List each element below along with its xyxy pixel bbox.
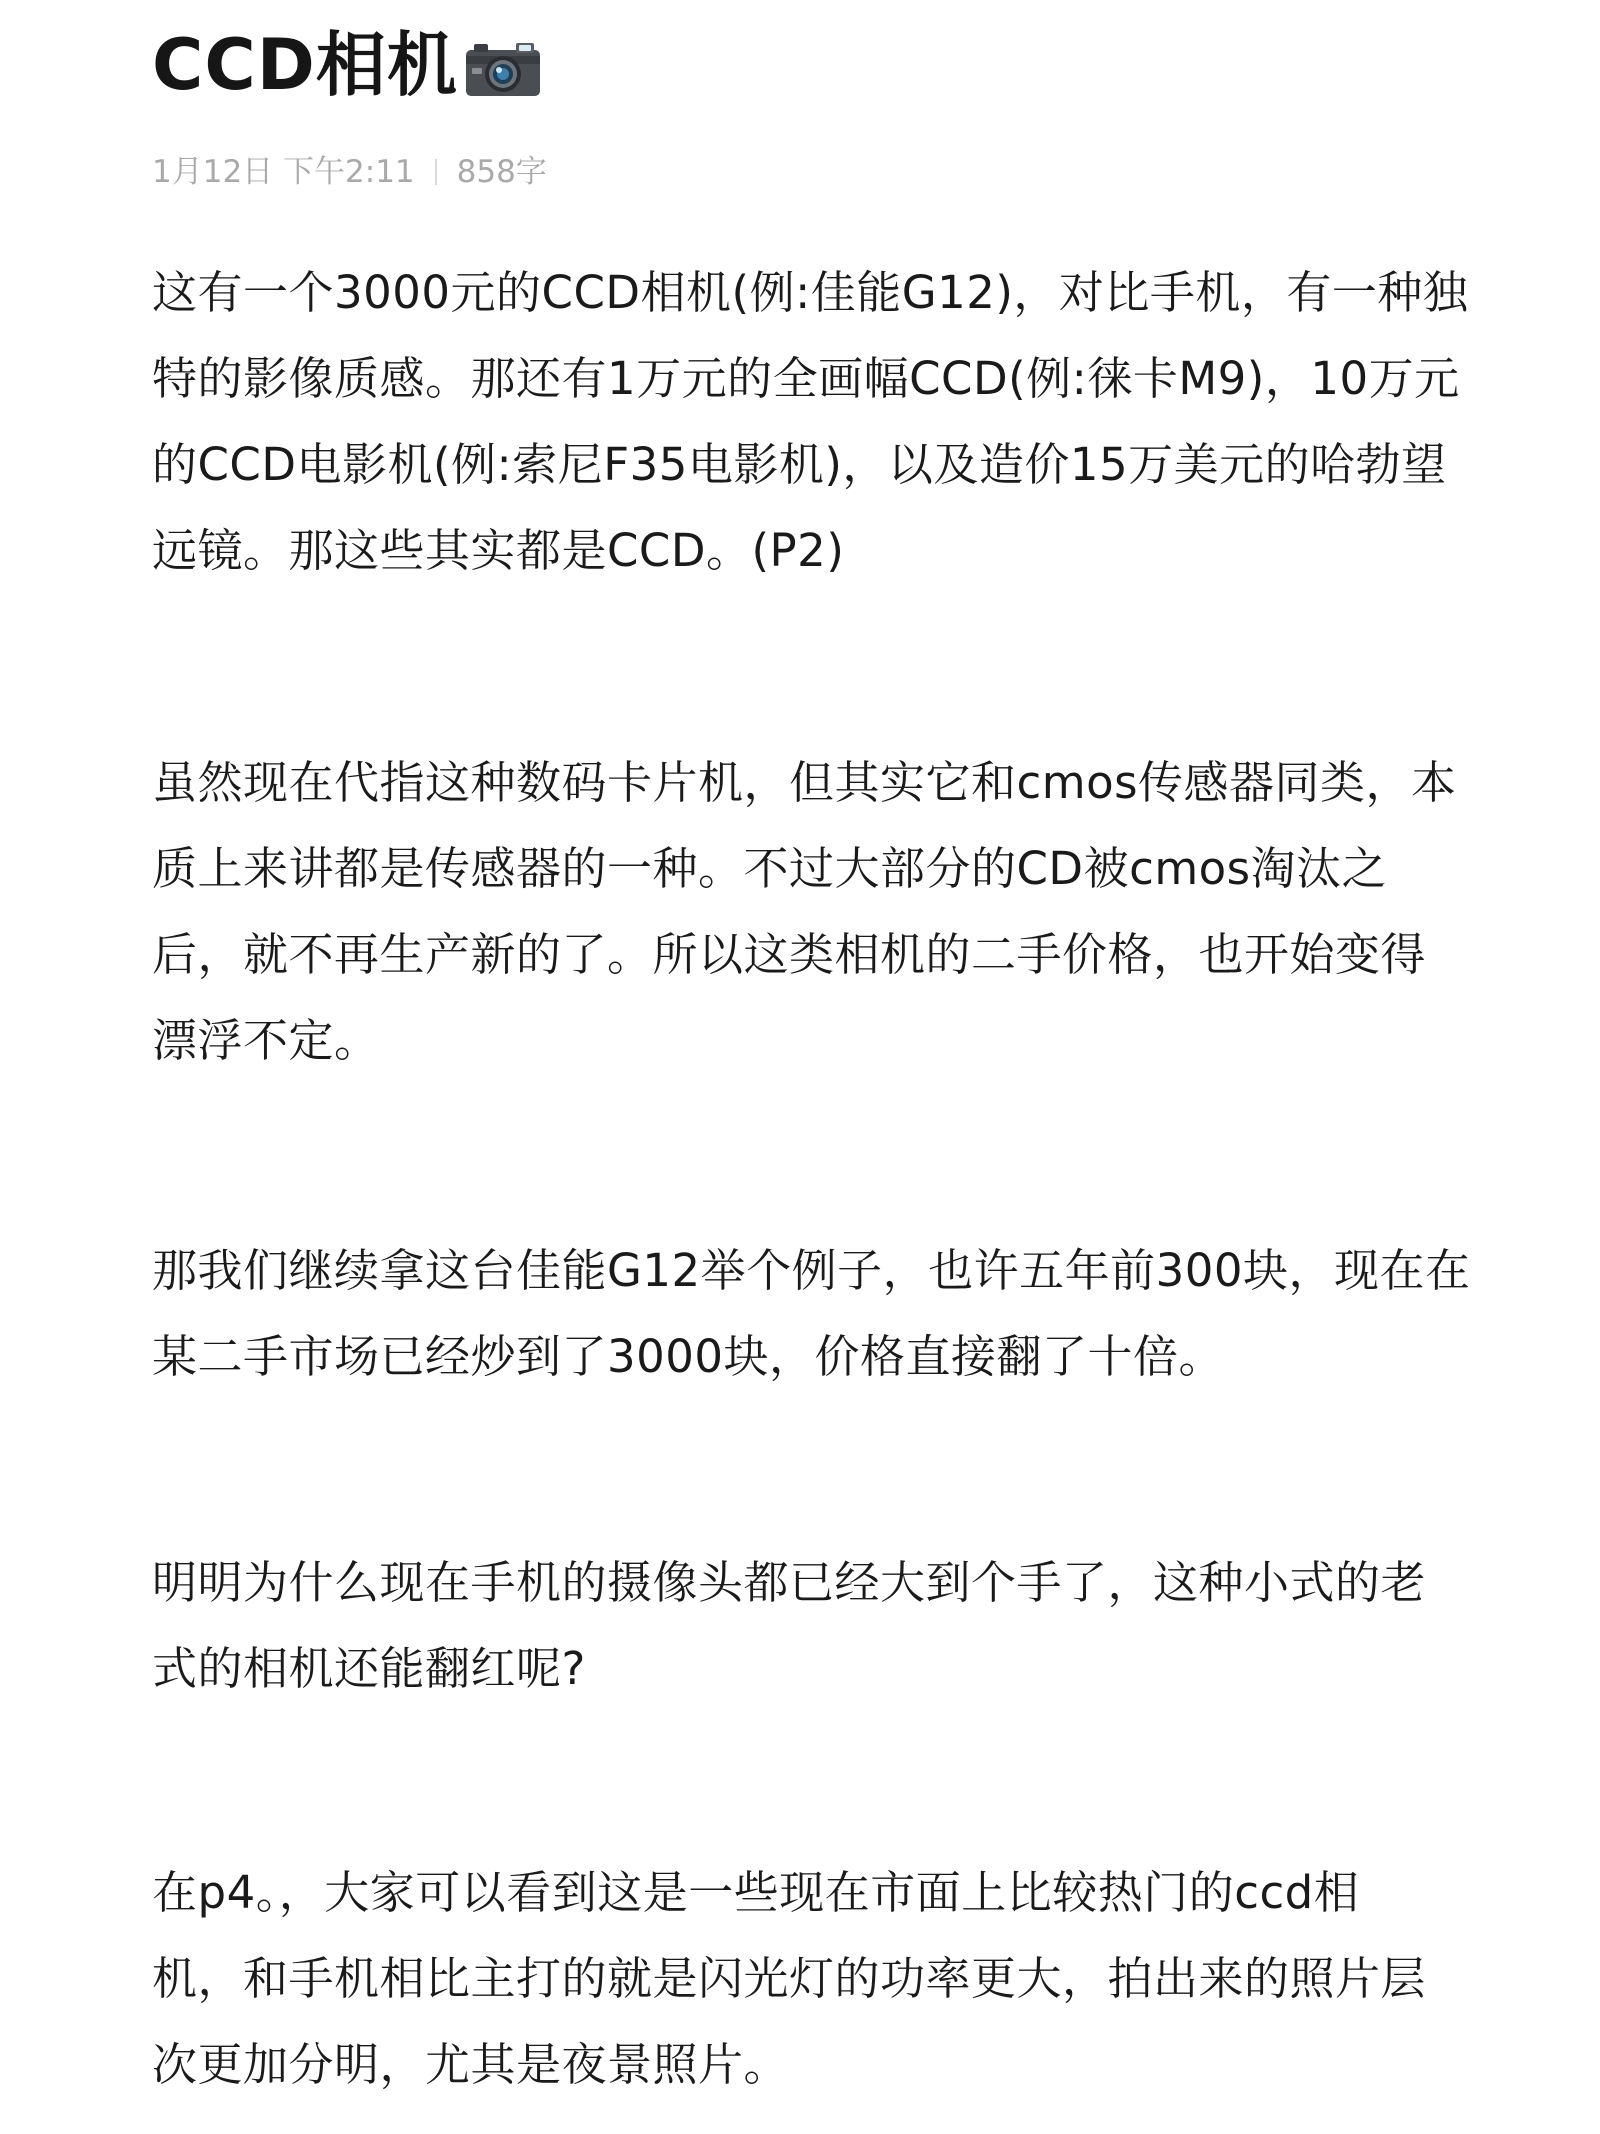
paragraph-line: 漂浮不定。 bbox=[152, 1014, 380, 1067]
camera-icon bbox=[464, 38, 542, 98]
paragraph-line: 在p4。，大家可以看到这是一些现在市面上比较热门的ccd相 bbox=[152, 1866, 1360, 1919]
note-date: 1月12日 下午2:11 bbox=[152, 154, 415, 190]
note-content bbox=[152, 20, 1472, 2091]
paragraph-3 bbox=[152, 1228, 1472, 1400]
paragraph-line: 的CCD电影机(例:索尼F35电影机)，以及造价15万美元的哈勃望 bbox=[152, 438, 1447, 491]
paragraph-line: 机，和手机相比主打的就是闪光灯的功率更大，拍出来的照片层 bbox=[152, 1952, 1427, 2005]
paragraph-line: 质上来讲都是传感器的一种。不过大部分的CD被cmos淘汰之 bbox=[152, 842, 1388, 895]
paragraph-2 bbox=[152, 740, 1472, 1084]
note-meta bbox=[152, 152, 1472, 192]
paragraph-line: 后，就不再生产新的了。所以这类相机的二手价格，也开始变得 bbox=[152, 928, 1427, 981]
paragraph-line: 那我们继续拿这台佳能G12举个例子，也许五年前300块，现在在 bbox=[152, 1244, 1471, 1297]
paragraph-1 bbox=[152, 250, 1472, 594]
paragraph-line: 式的相机还能翻红呢? bbox=[152, 1642, 586, 1695]
meta-divider bbox=[435, 159, 437, 185]
word-count: 858字 bbox=[456, 154, 547, 190]
note-title: CCD相机 bbox=[152, 24, 458, 106]
paragraph-line: 特的影像质感。那还有1万元的全画幅CCD(例:徕卡M9)，10万元 bbox=[152, 352, 1460, 405]
paragraph-line: 次更加分明，尤其是夜景照片。 bbox=[152, 2038, 790, 2091]
paragraph-4 bbox=[152, 1540, 1472, 1712]
paragraph-line: 虽然现在代指这种数码卡片机，但其实它和cmos传感器同类，本 bbox=[152, 756, 1457, 809]
paragraph-line: 明明为什么现在手机的摄像头都已经大到个手了，这种小式的老 bbox=[152, 1556, 1427, 1609]
paragraph-line: 远镜。那这些其实都是CCD。(P2) bbox=[152, 524, 845, 577]
paragraph-line: 某二手市场已经炒到了3000块，价格直接翻了十倍。 bbox=[152, 1330, 1225, 1383]
paragraph-5 bbox=[152, 1850, 1472, 2108]
title-row bbox=[152, 20, 1472, 110]
paragraph-line: 这有一个3000元的CCD相机(例:佳能G12)，对比手机，有一种独 bbox=[152, 266, 1469, 319]
